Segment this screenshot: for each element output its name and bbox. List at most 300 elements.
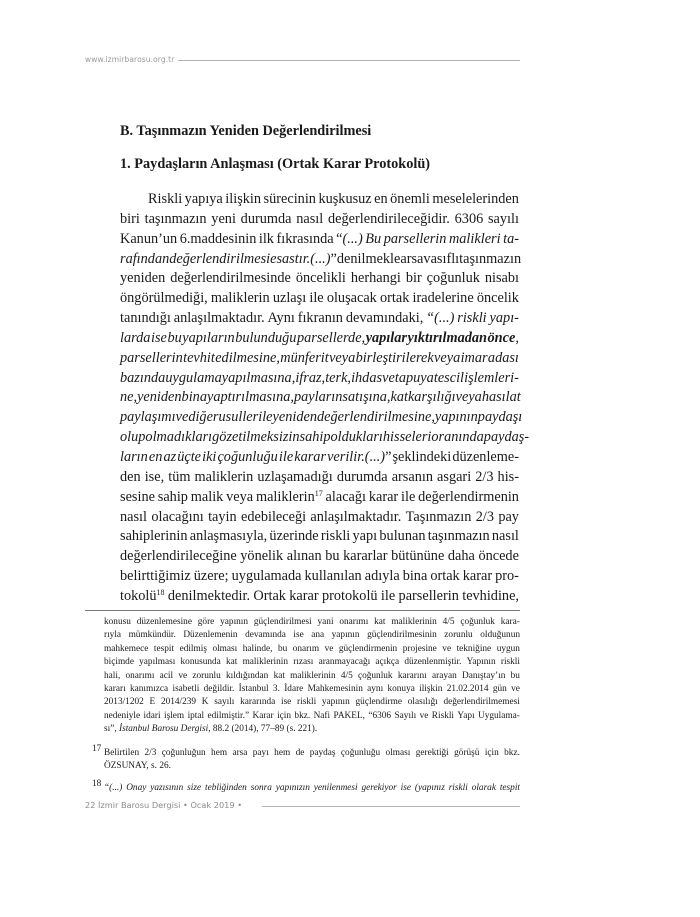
word: çoğunluk: [357, 670, 393, 681]
word: değerlendirilmesine,: [316, 409, 435, 426]
word: protokolü: [321, 587, 378, 604]
word: üçte: [177, 448, 202, 465]
body-line: [120, 250, 522, 270]
word: tokolü$^{18}$: [120, 587, 165, 604]
word: PAKEL,: [333, 710, 365, 721]
body-line: [120, 230, 519, 250]
word: 21.02.2014: [446, 683, 489, 694]
word: 4/5: [442, 617, 455, 627]
word: alınan: [286, 548, 322, 565]
word: olacağını: [151, 508, 204, 525]
footnote-18: [104, 782, 520, 795]
word: size: [187, 783, 202, 793]
word: sahip: [157, 488, 188, 505]
word: yapılması: [139, 657, 176, 668]
word: uzlaşı: [272, 290, 307, 307]
word: mümkündür.: [128, 630, 176, 641]
footnote-line: [104, 629, 520, 642]
word: Belirtilen: [104, 748, 140, 758]
word: 26.: [159, 761, 171, 772]
word: fıkranın: [297, 310, 343, 327]
word: değerlendirilmemesi: [443, 697, 520, 708]
word: edilmiş: [179, 643, 207, 654]
word: sayılı: [487, 210, 519, 227]
word: gün: [492, 683, 507, 694]
word: bu: [277, 643, 288, 654]
body-line: [120, 349, 519, 369]
word: üzerinde: [269, 528, 319, 545]
word: isabetli: [172, 683, 200, 694]
word: tanındığı: [120, 310, 171, 327]
word: bazında: [120, 369, 166, 386]
word: riskli: [297, 697, 317, 708]
body-text: [120, 190, 530, 607]
word: Düzenlemenin: [183, 630, 238, 641]
word: yapıların: [182, 329, 235, 346]
footnote-17: [104, 747, 520, 774]
word: münferit: [280, 349, 329, 366]
word: veya: [455, 389, 482, 406]
word: ile: [278, 448, 294, 465]
word: tapuya: [394, 369, 434, 386]
word: iradelerine: [412, 290, 474, 307]
word: Riskli: [148, 191, 183, 207]
word: bulunan: [379, 528, 426, 545]
word: K: [201, 697, 209, 708]
footnote-17-number: 17: [92, 744, 102, 754]
word: konusu: [104, 617, 131, 627]
word: edilmesine,: [215, 349, 280, 366]
word: için: [277, 710, 292, 721]
word: yani: [317, 617, 334, 627]
word: yapılmasına,: [221, 369, 296, 386]
word: kara-: [500, 617, 520, 627]
footnote-line: [104, 760, 520, 773]
word: 88.2: [212, 724, 230, 735]
word: az: [163, 448, 177, 465]
word: çoğunluğun: [161, 748, 206, 758]
word: nisabı: [484, 270, 519, 287]
word: olup: [120, 429, 146, 446]
word: edilmiştir.”: [207, 710, 250, 721]
word: yeni: [211, 210, 236, 227]
word: sesine: [120, 488, 155, 505]
body-line: [120, 567, 519, 587]
word: 4/5: [340, 670, 353, 681]
word: zorunlu: [192, 670, 221, 681]
word: 2013/1202: [104, 697, 144, 708]
word: yapı: [352, 528, 378, 545]
word: diğer: [188, 409, 219, 426]
word: maliklerinin: [242, 657, 289, 668]
word: den: [120, 468, 141, 485]
word: değerlendirileceğidir.: [328, 210, 450, 227]
page-footer: 22 İzmir Barosu Dergisi • Ocak 2019 •: [85, 800, 243, 810]
word: önemli: [390, 191, 430, 207]
word: ortak: [380, 290, 410, 307]
word: sürecinin: [263, 191, 316, 207]
word: taşınmazın: [427, 528, 490, 545]
word: ve: [419, 710, 429, 721]
footnote-line: [104, 616, 520, 629]
word: İdare: [284, 683, 304, 694]
word: ta-: [503, 230, 519, 247]
word: 3.: [272, 683, 280, 694]
word: ve: [324, 643, 334, 654]
word: değerlendirilmesi: [169, 250, 271, 267]
word: bir: [405, 270, 422, 287]
word: olarak: [471, 783, 496, 793]
word: nedeniyle: [104, 710, 141, 721]
word: “(...): [426, 310, 455, 327]
word: parsellerin: [383, 230, 447, 247]
word: denilmekle: [336, 250, 401, 267]
word: adıyla: [364, 568, 400, 585]
word: kanımızca: [129, 683, 169, 694]
word: yeniden: [137, 389, 182, 406]
word: ilişkin: [225, 191, 262, 207]
word: İstanbul: [118, 724, 150, 735]
word: bkz.: [504, 748, 520, 758]
word: yapılar: [365, 329, 407, 346]
footnote-line: [104, 643, 520, 656]
body-line: [120, 190, 519, 210]
word: 2/3: [144, 748, 157, 758]
word: işlem: [164, 710, 185, 721]
header-rule: [178, 60, 520, 61]
word: hem: [211, 748, 228, 758]
word: yazısının: [150, 783, 184, 793]
word: en: [148, 448, 163, 465]
word: bina: [181, 389, 207, 406]
word: ve: [178, 670, 188, 681]
word: oranında: [431, 429, 484, 446]
word: biri: [120, 210, 140, 227]
word: ise: [400, 783, 411, 793]
body-line: [120, 408, 523, 428]
word: 77–89: [260, 724, 285, 735]
word: rıyla: [104, 630, 122, 641]
word: hasılat: [481, 389, 521, 406]
word: öncelikli: [295, 270, 346, 287]
word: ve: [511, 683, 520, 694]
word: rızası: [293, 657, 314, 668]
word: Aynı: [267, 310, 295, 327]
word: pro-: [495, 568, 519, 585]
word: konusunda: [180, 657, 221, 668]
word: arsa: [400, 250, 424, 267]
word: ana: [311, 630, 325, 641]
word: güçlendirme: [355, 697, 402, 708]
word: parsellerin: [398, 587, 459, 604]
footer-rule: [262, 806, 520, 807]
footnote-line: [104, 710, 520, 723]
word: işlemleri-: [464, 369, 519, 386]
word: kararında: [240, 697, 276, 708]
word: konuya: [387, 683, 415, 694]
word: devamında: [245, 630, 286, 641]
word: yapıya: [184, 191, 223, 207]
footnote-continuation: [104, 616, 520, 737]
body-line: [120, 388, 519, 408]
word: asgari: [437, 468, 472, 485]
word: Taşınmazın: [405, 508, 472, 525]
word: yönelik: [240, 548, 284, 565]
word: his-: [497, 468, 519, 485]
word: devamındaki,: [345, 310, 424, 327]
word: olasılığı: [407, 697, 438, 708]
word: Yapının: [466, 657, 496, 668]
footnote-line: [104, 683, 520, 696]
footnote-reference[interactable]: 18: [156, 587, 165, 597]
running-header-url: www.izmirbarosu.org.tr: [85, 55, 175, 64]
word: öncede: [478, 548, 519, 565]
word: veya: [226, 488, 254, 505]
word: Karar: [252, 710, 274, 721]
word: kullanılan: [304, 568, 362, 585]
word: yıktırılmadan: [407, 329, 487, 346]
word: karar: [462, 568, 493, 585]
word: 2/3: [475, 508, 494, 525]
word: olması: [212, 643, 238, 654]
word: şeklindeki: [392, 448, 452, 465]
word: hisseleri: [382, 429, 432, 446]
word: düzenlemesine: [136, 617, 192, 627]
word: bu: [325, 548, 340, 565]
word: kat: [374, 617, 386, 627]
word: Ortak: [253, 587, 286, 604]
word: tevhit: [183, 349, 215, 366]
word: sonra: [250, 783, 272, 793]
word: tüm: [168, 468, 191, 485]
word: anlaşılmaktadır.: [173, 310, 265, 327]
word: tespit: [153, 643, 175, 654]
word: İstanbul: [238, 683, 269, 694]
word: üzere;: [193, 568, 229, 585]
word: parsellerde,: [296, 329, 366, 346]
word: yapının: [321, 697, 350, 708]
word: oldukları: [330, 429, 383, 446]
word: düzenleme-: [452, 448, 519, 465]
word: gerektiği: [415, 748, 449, 758]
word: tayin: [208, 508, 237, 525]
word: birleştirilerek: [355, 349, 434, 366]
footnote-18-number: 18: [92, 779, 102, 789]
word: sahip: [299, 429, 331, 446]
word: çoğunluk: [460, 617, 495, 627]
word: yeniden: [120, 270, 166, 287]
footnote-rule: [85, 610, 520, 611]
word: Bu: [365, 230, 382, 247]
word: ifraz,: [295, 369, 326, 386]
word: kat: [390, 389, 408, 406]
word: 221).: [297, 724, 318, 735]
word: öncelik: [476, 290, 519, 307]
word: ve: [382, 369, 395, 386]
word: veya: [329, 349, 356, 366]
word: gözetilmeksizin: [212, 429, 300, 446]
word: hali,: [104, 670, 121, 681]
word: “(...): [104, 783, 123, 793]
word: gerekiyor: [361, 783, 397, 793]
body-line: [120, 428, 530, 448]
word: Kanun’un: [120, 230, 178, 247]
body-line: [120, 527, 519, 547]
footnote-line: [104, 747, 520, 760]
word: ile: [258, 409, 273, 426]
word: maliklerinin: [290, 670, 336, 681]
word: görüşü: [454, 748, 480, 758]
word: aranmayacağı: [318, 657, 371, 668]
word: usuller: [218, 409, 259, 426]
word: tekniğine: [456, 643, 492, 654]
word: Riskli: [431, 710, 455, 721]
word: karar: [289, 587, 319, 604]
word: onarımı: [125, 670, 155, 681]
word: payların: [293, 389, 343, 406]
word: ilişkin: [419, 683, 443, 694]
word: olmadıkları: [145, 429, 213, 446]
word: karar: [368, 488, 399, 505]
word: göre: [197, 617, 215, 627]
word: denilmektedir.: [167, 587, 251, 604]
footnote-line: [104, 656, 520, 669]
word: 6.maddesinin: [179, 230, 257, 247]
word: çoğunluğu: [340, 748, 381, 758]
word: uygulamada: [231, 568, 302, 585]
word: kararını: [397, 670, 427, 681]
word: en: [374, 191, 388, 207]
word: larda: [120, 329, 151, 346]
word: halinde,: [242, 643, 273, 654]
word: düzenlenmiştir.: [404, 657, 462, 668]
word: uygulama: [165, 369, 222, 386]
word: öngörülmediği,: [120, 290, 208, 307]
word: belirttiğimiz: [120, 568, 191, 585]
word: vasıflı: [423, 250, 460, 267]
word: çoğunluğu: [217, 448, 278, 465]
word: sahiplerinin: [120, 528, 188, 545]
footnote-line: [104, 723, 520, 736]
word: anlaşılmaktadır.: [310, 508, 402, 525]
word: daha: [447, 548, 475, 565]
word: ile: [309, 290, 324, 307]
word: yaptırılmasına,: [206, 389, 294, 406]
word: yapınızın: [275, 783, 310, 793]
word: ise: [293, 630, 304, 641]
word: güçlendirilmesinin: [367, 630, 437, 641]
word: güçlendirilmesi: [253, 617, 312, 627]
body-line: [120, 587, 519, 607]
word: maliklerin: [210, 290, 270, 307]
word: maliklerinin: [391, 617, 437, 627]
word: ve: [442, 643, 452, 654]
word: mahkemece: [104, 643, 149, 654]
footnote-line: [104, 696, 520, 709]
word: ve: [175, 409, 189, 426]
word: bkz.: [294, 710, 311, 721]
word: edebileceği: [241, 508, 307, 525]
word: ise: [151, 329, 167, 346]
word: meselelerinden: [432, 191, 519, 207]
word: değerlendirmenin: [418, 488, 519, 505]
word: yapının: [220, 617, 249, 627]
word: arsanın: [391, 468, 433, 485]
word: Onay: [126, 783, 147, 793]
body-line: [120, 468, 519, 488]
word: riskli: [457, 310, 487, 327]
word: iki: [202, 448, 217, 465]
word: ortak: [430, 568, 460, 585]
word: imar: [460, 349, 488, 366]
word: ile: [401, 488, 416, 505]
word: taşınmazın: [144, 210, 207, 227]
word: terk,: [325, 369, 351, 386]
word: iptal: [187, 710, 205, 721]
word: tevhidine,: [462, 587, 519, 604]
word: nasıl: [491, 528, 519, 545]
word: “(...): [336, 230, 363, 247]
word: zorunlu: [444, 630, 473, 641]
footnote-reference[interactable]: 17: [314, 488, 323, 498]
body-line: [120, 547, 519, 567]
word: onarım: [292, 643, 320, 654]
word: (2014),: [231, 724, 259, 735]
word: bina: [402, 568, 428, 585]
body-line: [120, 329, 519, 349]
word: yeniden: [272, 409, 317, 426]
word: fıkrasında: [276, 230, 334, 247]
section-heading: B. Taşınmazın Yeniden Değerlendirilmesi: [120, 123, 372, 139]
word: sı”,: [104, 724, 117, 735]
word: Uygulama-: [477, 710, 520, 721]
word: payı: [252, 748, 269, 758]
word: riskli: [500, 657, 520, 668]
body-line: [120, 210, 519, 230]
word: kıldığından: [225, 670, 269, 681]
word: parsellerin: [120, 349, 183, 366]
word: kararlar: [343, 548, 388, 565]
word: ilk: [258, 230, 274, 247]
word: acil: [159, 670, 174, 681]
body-line: [120, 488, 519, 508]
word: ise: [280, 697, 292, 708]
word: bulunduğu: [235, 329, 297, 346]
word: rafından: [120, 250, 170, 267]
word: riskli: [320, 528, 351, 545]
body-line: [120, 289, 519, 309]
word: güçlendirmenin: [338, 643, 398, 654]
word: arsa: [232, 748, 248, 758]
word: oluşacak: [326, 290, 377, 307]
word: çoğunluk: [426, 270, 480, 287]
word: nasıl: [296, 210, 324, 227]
word: ların: [120, 448, 148, 465]
word: tespit: [499, 783, 520, 793]
word: Sayılı: [394, 710, 417, 721]
word: aynı: [367, 683, 384, 694]
word: projesine: [402, 643, 437, 654]
word: maliklerin: [194, 468, 254, 485]
word: anlaşmasıyla,: [189, 528, 268, 545]
word: Nafi: [313, 710, 331, 721]
word: ihdas: [351, 369, 383, 386]
word: Barosu: [151, 724, 179, 735]
word: de: [295, 748, 305, 758]
word: taşınmazın: [459, 250, 522, 267]
word: alacağı: [325, 488, 367, 505]
body-line: [120, 309, 519, 329]
